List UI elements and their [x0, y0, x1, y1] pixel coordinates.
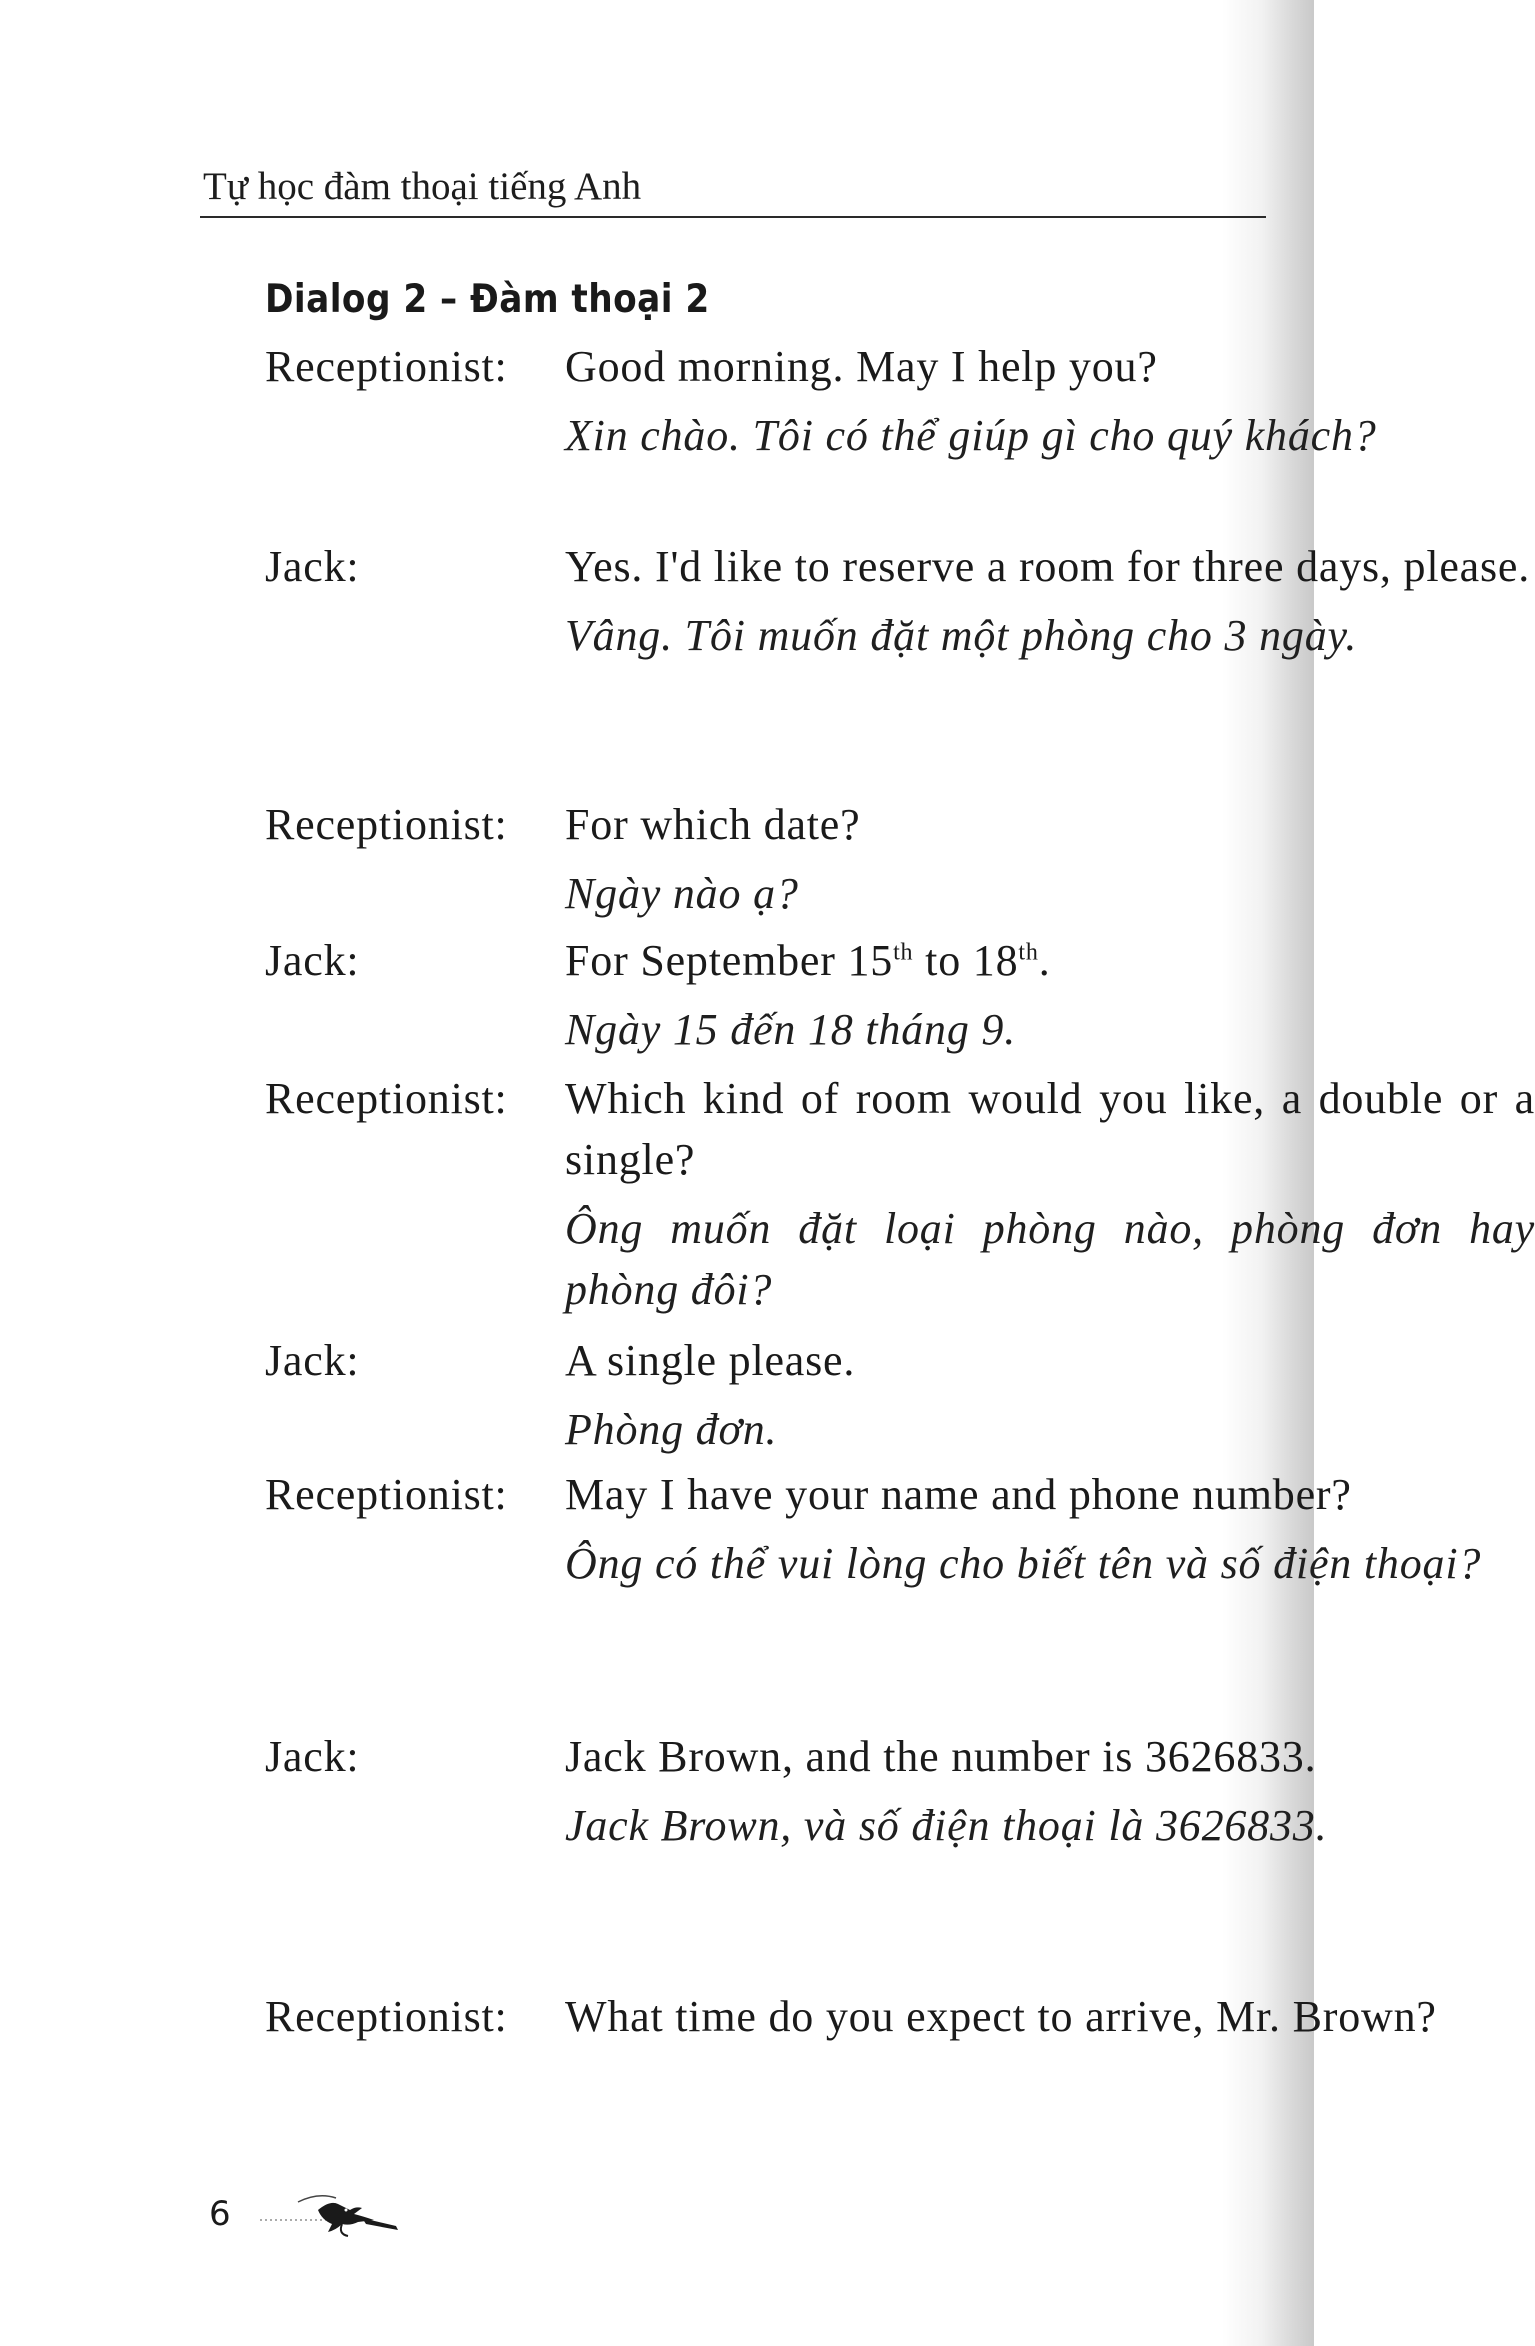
- running-header-title: Tự học đàm thoại tiếng Anh: [203, 165, 642, 208]
- speaker-label: Jack:: [265, 1336, 360, 1385]
- english-text-part: .: [1038, 936, 1051, 985]
- english-line: Good morning. May I help you?: [565, 342, 1158, 391]
- turn-lines: [565, 536, 1535, 666]
- speaker-label: Jack:: [265, 936, 360, 985]
- ordinal-suffix: th: [893, 939, 914, 966]
- speaker-label: Receptionist:: [265, 1470, 508, 1519]
- dialog-turn: [265, 1464, 1482, 1726]
- speaker-label: Jack:: [265, 542, 360, 591]
- english-line: Which kind of room would you like, a double or a single?: [565, 1074, 1535, 1184]
- vietnamese-line: Jack Brown, và số điện thoại là 3626833.: [565, 1801, 1328, 1850]
- turn-lines: [565, 1464, 1535, 1594]
- speaker-label: Receptionist:: [265, 1992, 508, 2041]
- english-text-part: For September 15: [565, 936, 894, 985]
- english-line: A single please.: [565, 1336, 856, 1385]
- turn-lines: [565, 1726, 1535, 1856]
- english-text-part: to 18: [913, 936, 1019, 985]
- dialog-turn: [265, 1986, 1437, 2116]
- english-line: Jack Brown, and the number is 3626833.: [565, 1732, 1317, 1781]
- dialog-turn: [265, 1330, 1275, 1464]
- header-rule: [200, 216, 1266, 218]
- speaker-label: Jack:: [265, 1732, 360, 1781]
- vietnamese-line: Ông muốn đặt loại phòng nào, phòng đơn hay phòng đôi?: [565, 1204, 1535, 1314]
- vietnamese-line: Vâng. Tôi muốn đặt một phòng cho 3 ngày.: [565, 611, 1358, 660]
- turn-lines: [565, 930, 1535, 1060]
- dialog-turn: [265, 1726, 1328, 1986]
- english-line: What time do you expect to arrive, Mr. Brown?: [565, 1992, 1437, 2041]
- speaker-label: Receptionist:: [265, 800, 508, 849]
- page-number: 6: [209, 2194, 231, 2234]
- vietnamese-line: Ngày nào ạ?: [565, 869, 799, 918]
- turn-lines: [565, 794, 1535, 924]
- vietnamese-line: Xin chào. Tôi có thể giúp gì cho quý khách?: [565, 411, 1377, 460]
- dialog-title: Dialog 2 – Đàm thoại 2: [265, 277, 710, 322]
- vietnamese-line: Ông có thể vui lòng cho biết tên và số điện thoại?: [565, 1539, 1482, 1588]
- dialog-turn: [265, 336, 1377, 536]
- turn-lines: [565, 1330, 1535, 1460]
- english-line: Yes. I'd like to reserve a room for three days, please.: [565, 542, 1531, 591]
- dialog-transcript: [265, 336, 1535, 2116]
- vietnamese-line: Ngày 15 đến 18 tháng 9.: [565, 1005, 1017, 1054]
- dialog-turn: [265, 536, 1531, 794]
- ordinal-suffix: th: [1018, 939, 1039, 966]
- english-line: May I have your name and phone number?: [565, 1470, 1352, 1519]
- dialog-turn: [265, 1068, 1535, 1330]
- bird-ornament-icon: [258, 2180, 418, 2240]
- dialog-turn: [265, 930, 1275, 1068]
- speaker-label: Receptionist:: [265, 342, 508, 391]
- speaker-label: Receptionist:: [265, 1074, 508, 1123]
- turn-lines: [565, 1986, 1535, 2047]
- turn-lines: [565, 336, 1535, 466]
- english-line: [565, 930, 1535, 991]
- vietnamese-line: Phòng đơn.: [565, 1405, 778, 1454]
- english-line: For which date?: [565, 800, 861, 849]
- dialog-turn: [265, 794, 1275, 930]
- turn-lines: [565, 1068, 1535, 1320]
